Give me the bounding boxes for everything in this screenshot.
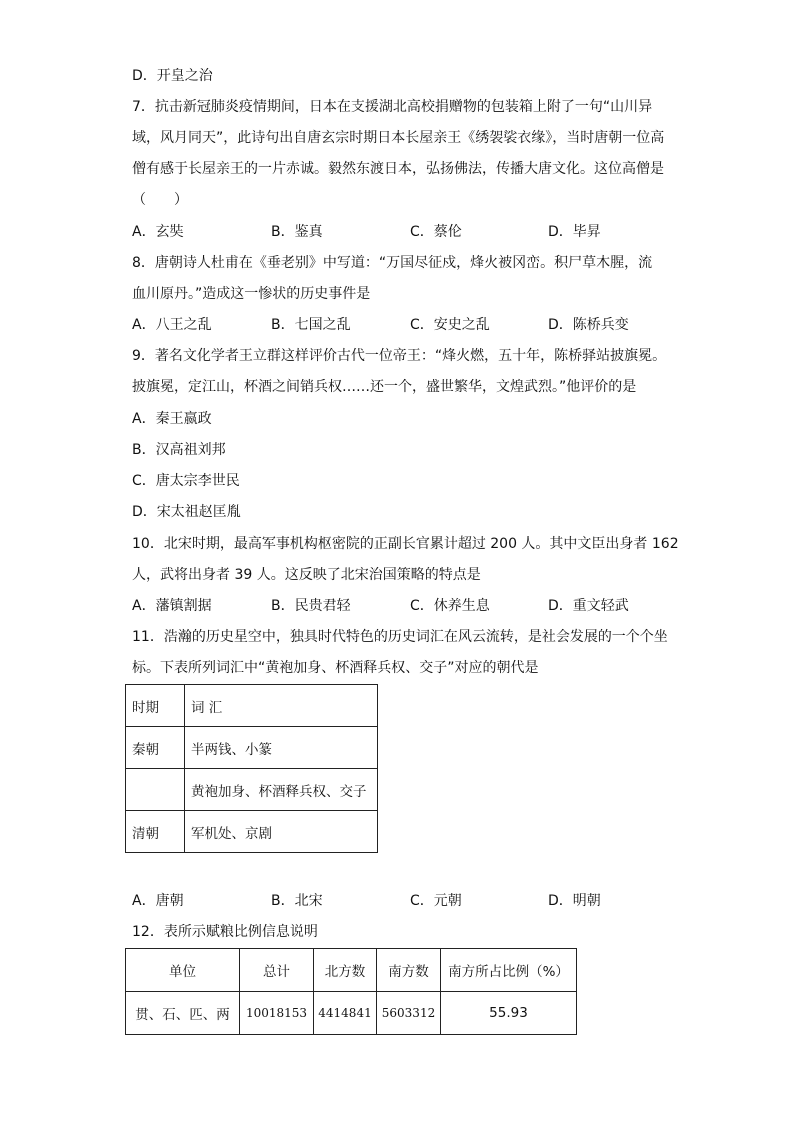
q12-text: 12．表所示赋粮比例信息说明 [132,924,318,940]
q7-option-a[interactable]: A．玄奘 [132,224,184,240]
table-cell: 秦朝 [126,727,185,769]
table-header-row [126,949,577,992]
q10-text-2: 人，武将出身者 39 人。这反映了北宋治国策略的特点是 [132,567,481,583]
table-header-row [126,685,378,727]
q11-text-2: 标。下表所列词汇中“黄袍加身、杯酒释兵权、交子”对应的朝代是 [132,660,539,676]
table-cell: 贯、石、匹、两 [126,992,240,1035]
table-row [126,769,378,811]
q7-options [132,222,652,242]
q9-text-1: 9．著名文化学者王立群这样评价古代一位帝王：“烽火燃，五十年，陈桥驿站披旗冕。 [132,348,667,364]
tax-grain-ratio-table [125,948,577,1035]
q7-text-3: 僧有感于长屋亲王的一片赤诚。毅然东渡日本，弘扬佛法，传播大唐文化。这位高僧是 [132,161,664,177]
q10-option-b[interactable]: B．民贵君轻 [271,598,351,614]
q11-option-b[interactable]: B．北宋 [271,893,323,909]
q9-option-b[interactable]: B．汉高祖刘邦 [132,442,226,458]
q11-options [132,891,652,911]
q9-option-a[interactable]: A．秦王嬴政 [132,411,212,427]
table-row [126,811,378,853]
table-cell: 半两钱、小篆 [185,727,378,769]
table-cell: 清朝 [126,811,185,853]
q10-text-1: 10．北宋时期，最高军事机构枢密院的正副长官累计超过 200 人。其中文臣出身者 162 [132,536,679,552]
q10-option-a[interactable]: A．藩镇割据 [132,598,212,614]
q8-option-d[interactable]: D．陈桥兵变 [548,317,629,333]
q9-option-c[interactable]: C．唐太宗李世民 [132,473,240,489]
table-cell: 黄袍加身、杯酒释兵权、交子 [185,769,378,811]
q8-text-1: 8．唐朝诗人杜甫在《垂老别》中写道：“万国尽征戍，烽火被冈峦。积尸草木腥，流 [132,255,653,271]
dynasty-vocabulary-table [125,684,378,853]
table-header-cell: 北方数 [314,949,377,992]
q8-option-c[interactable]: C．安史之乱 [410,317,490,333]
q8-options [132,315,652,335]
table-header-cell: 总计 [240,949,314,992]
table-cell: 55.93 [441,992,577,1035]
table-cell-blank [126,769,185,811]
q11-text-1: 11．浩瀚的历史星空中，独具时代特色的历史词汇在风云流转，是社会发展的一个个坐 [132,629,668,645]
q7-text-2: 域，风月同天”，此诗句出自唐玄宗时期日本长屋亲王《绣袈裟衣缘》，当时唐朝一位高 [132,130,665,146]
table-header-cell: 时期 [126,685,185,727]
table-header-cell: 单位 [126,949,240,992]
q10-option-c[interactable]: C．休养生息 [410,598,490,614]
table-row [126,727,378,769]
table-cell: 4414841 [314,992,377,1035]
table-row [126,992,577,1035]
table-cell: 5603312 [377,992,441,1035]
q10-option-d[interactable]: D．重文轻武 [548,598,629,614]
table-header-cell: 南方所占比例（%） [441,949,577,992]
table-header-cell: 南方数 [377,949,441,992]
option-d-prev: D．开皇之治 [132,68,213,84]
q8-text-2: 血川原丹。”造成这一惨状的历史事件是 [132,286,371,302]
q9-option-d[interactable]: D．宋太祖赵匡胤 [132,504,241,520]
q7-option-b[interactable]: B．鉴真 [271,224,323,240]
q9-text-2: 披旗冕，定江山，杯酒之间销兵权……还一个，盛世繁华，文煌武烈。”他评价的是 [132,379,637,395]
q10-options [132,596,652,616]
q7-text-1: 7．抗击新冠肺炎疫情期间，日本在支援湖北高校捐赠物的包装箱上附了一句“山川异 [132,99,653,115]
q11-option-a[interactable]: A．唐朝 [132,893,184,909]
table-cell: 军机处、京剧 [185,811,378,853]
table-cell: 10018153 [240,992,314,1035]
table-header-cell: 词 汇 [185,685,378,727]
q8-option-b[interactable]: B．七国之乱 [271,317,351,333]
q7-option-c[interactable]: C．蔡伦 [410,224,462,240]
q11-option-c[interactable]: C．元朝 [410,893,462,909]
q8-option-a[interactable]: A．八王之乱 [132,317,212,333]
q7-option-d[interactable]: D．毕昇 [548,224,601,240]
q11-option-d[interactable]: D．明朝 [548,893,601,909]
q7-answer-blank: （ ） [132,192,188,208]
